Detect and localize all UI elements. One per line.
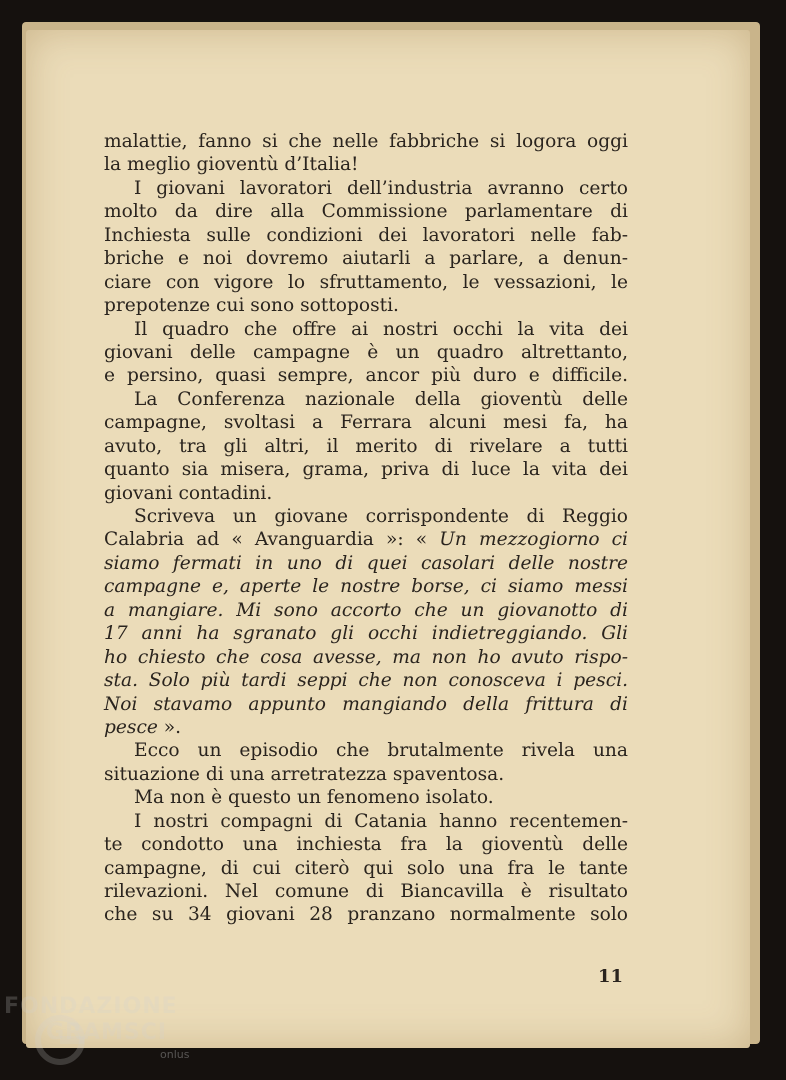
text-line (104, 716, 628, 739)
text-line (104, 271, 628, 294)
text-line (104, 903, 628, 926)
text-line-content: Il quadro che offre ai nostri occhi la vita dei (134, 318, 628, 340)
text-line-italic: Un mezzogiorno ci (439, 529, 628, 551)
text-line (104, 177, 628, 200)
text-line-content: giovani contadini. (104, 482, 273, 504)
text-line (104, 810, 628, 833)
text-line-content: te condotto una inchiesta fra la gioventù delle (104, 834, 628, 856)
text-line-content: prepotenze cui sono sottoposti. (104, 295, 399, 317)
text-line-content: e persino, quasi sempre, ancor più duro e difficile. (104, 365, 628, 387)
text-line-content: quanto sia misera, grama, priva di luce la vita dei (104, 459, 628, 481)
watermark-line1: FONDAZIONE (4, 994, 178, 1019)
text-line (104, 341, 628, 364)
text-line (104, 669, 628, 692)
text-line-content: campagne, di cui citerò qui solo una fra le tante (104, 857, 628, 879)
text-line (104, 247, 628, 270)
text-line-content: situazione di una arretratezza spaventosa. (104, 763, 505, 785)
text-line (104, 528, 628, 551)
text-line (104, 857, 628, 880)
text-line-content: ho chiesto che cosa avesse, ma non ho avuto rispo- (104, 646, 628, 668)
text-line (104, 739, 628, 762)
text-line-content: molto da dire alla Commissione parlamentare di (104, 201, 628, 223)
text-line-content: siamo fermati in uno di quei casolari delle nostre (104, 552, 628, 574)
text-line (104, 622, 628, 645)
watermark-sub: onlus (160, 1048, 190, 1061)
text-line-content: ciare con vigore lo sfruttamento, le vessazioni, le (104, 271, 628, 293)
text-line-tail: ». (157, 716, 182, 738)
text-line (104, 833, 628, 856)
text-line-content: Ecco un episodio che brutalmente rivela una (134, 740, 628, 762)
text-line-content: sta. Solo più tardi seppi che non conosceva i pesci. (104, 670, 628, 692)
page-number: 11 (598, 966, 624, 987)
text-line (104, 763, 628, 786)
text-line-content: briche e noi dovremo aiutarli a parlare, a denun- (104, 248, 628, 270)
text-line-content: Ma non è questo un fenomeno isolato. (134, 787, 494, 809)
text-line (104, 575, 628, 598)
text-line (104, 482, 628, 505)
text-line (104, 411, 628, 434)
text-line-content: malattie, fanno si che nelle fabbriche si logora oggi (104, 131, 628, 152)
text-line-content: giovani delle campagne è un quadro altrettanto, (104, 341, 628, 363)
text-line-content: la meglio gioventù d’Italia! (104, 154, 359, 176)
text-line (104, 552, 628, 575)
text-line-content: rilevazioni. Nel comune di Biancavilla è risultato (104, 881, 628, 902)
text-line (104, 200, 628, 223)
text-line-content: pesce (104, 716, 158, 738)
text-line-content: La Conferenza nazionale della gioventù delle (134, 388, 628, 410)
text-line-content: I nostri compagni di Catania hanno recentemen- (134, 810, 628, 832)
text-line (104, 153, 628, 176)
body-text (104, 130, 628, 927)
text-line-content: Inchiesta sulle condizioni dei lavoratori nelle fab- (104, 224, 628, 246)
watermark (4, 994, 178, 1046)
text-line (104, 130, 628, 153)
text-line (104, 294, 628, 317)
text-line-content: campagne e, aperte le nostre borse, ci siamo messi (104, 576, 628, 598)
text-line-content: I giovani lavoratori dell’industria avranno certo (134, 177, 628, 199)
text-line-content: 17 anni ha sgranato gli occhi indietreggiando. Gli (104, 623, 628, 645)
text-line (104, 388, 628, 411)
text-line-content: che su 34 giovani 28 pranzano normalmente solo (104, 904, 628, 926)
text-line (104, 599, 628, 622)
text-line (104, 646, 628, 669)
text-line (104, 505, 628, 528)
text-line (104, 364, 628, 387)
text-line-content: Noi stavamo appunto mangiando della frittura di (104, 693, 628, 715)
text-line-content: campagne, svoltasi a Ferrara alcuni mesi fa, ha (104, 412, 628, 434)
text-line-content: Calabria ad « Avanguardia »: « (104, 529, 440, 551)
text-line-content: a mangiare. Mi sono accorto che un giovanotto di (104, 599, 628, 621)
text-line (104, 786, 628, 809)
text-line-content: avuto, tra gli altri, il merito di rivelare a tutti (104, 435, 628, 457)
text-line (104, 880, 628, 903)
text-line (104, 224, 628, 247)
text-line (104, 435, 628, 458)
watermark-line2: GRAMSCI (46, 1020, 168, 1045)
text-line (104, 693, 628, 716)
text-line (104, 318, 628, 341)
text-line (104, 458, 628, 481)
text-line-content: Scriveva un giovane corrispondente di Reggio (134, 506, 628, 527)
